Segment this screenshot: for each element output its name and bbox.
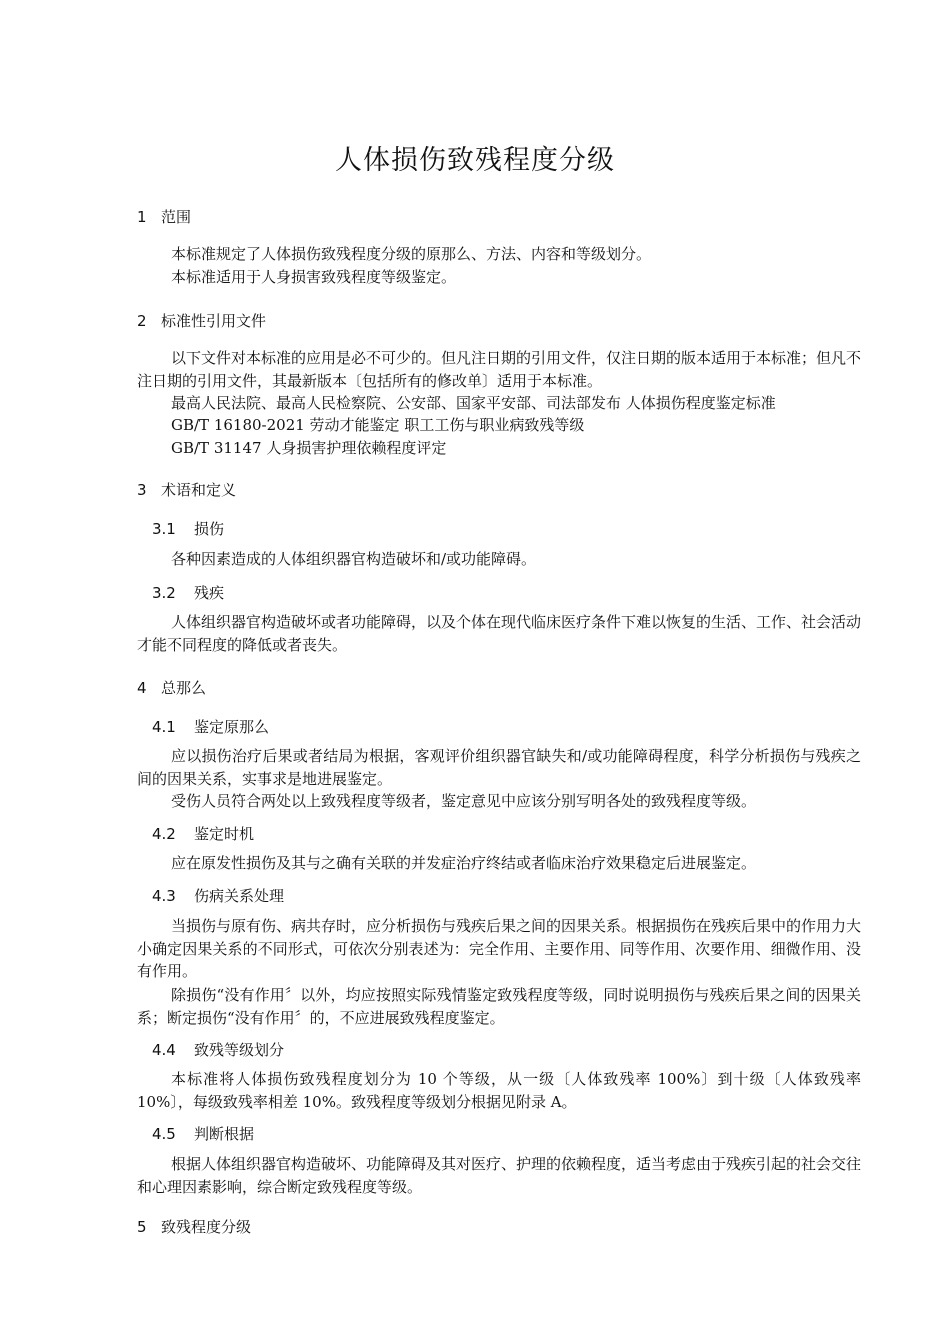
section-heading-2 — [137, 310, 266, 331]
subsection-heading-4-2 — [152, 823, 254, 844]
section-number: 2 — [137, 312, 147, 330]
paragraph: 各种因素造成的人体组织器官构造破坏和/或功能障碍。 — [171, 550, 537, 568]
subsection-number: 4.5 — [152, 1125, 176, 1143]
subsection-heading-4-5 — [152, 1123, 254, 1144]
section-title: 术语和定义 — [161, 481, 237, 499]
section-number: 4 — [137, 679, 147, 697]
section-heading-3 — [137, 479, 236, 500]
section-number: 3 — [137, 481, 147, 499]
subsection-number: 4.4 — [152, 1041, 176, 1059]
section-number: 1 — [137, 208, 147, 226]
subsection-number: 3.1 — [152, 520, 176, 538]
subsection-title: 鉴定时机 — [194, 825, 255, 843]
subsection-heading-4-3 — [152, 885, 284, 906]
subsection-number: 4.2 — [152, 825, 176, 843]
subsection-heading-4-1 — [152, 716, 269, 737]
document-title: 人体损伤致残程度分级 — [335, 145, 615, 176]
subsection-number: 4.3 — [152, 887, 176, 905]
paragraph: 根据人体组织器官构造破坏、功能障碍及其对医疗、护理的依赖程度，适当考虑由于残疾引起的社会交往和心理因素影响，综合断定致残程度等级。 — [137, 1155, 862, 1196]
subsection-number: 4.1 — [152, 718, 176, 736]
subsection-title: 伤病关系处理 — [194, 887, 285, 905]
subsection-title: 残疾 — [194, 584, 225, 602]
subsection-title: 判断根据 — [194, 1125, 255, 1143]
section-title: 范围 — [161, 208, 192, 226]
section-title: 致残程度分级 — [161, 1218, 252, 1236]
paragraph: 应以损伤治疗后果或者结局为根据，客观评价组织器官缺失和/或功能障碍程度，科学分析损伤与残疾之间的因果关系，实事求是地进展鉴定。 — [137, 747, 861, 788]
paragraph: 受伤人员符合两处以上致残程度等级者，鉴定意见中应该分别写明各处的致残程度等级。 — [171, 792, 757, 810]
paragraph: 本标准将人体损伤致残程度划分为 10 个等级，从一级〔人体致残率 100%〕到十级〔人体致残率 10%〕，每级致残率相差 10%。致残程度等级划分根据见附录 A。 — [137, 1070, 861, 1111]
subsection-title: 鉴定原那么 — [194, 718, 270, 736]
section-title: 标准性引用文件 — [161, 312, 267, 330]
section-heading-4 — [137, 677, 206, 698]
subsection-heading-3-2 — [152, 582, 224, 603]
paragraph: 应在原发性损伤及其与之确有关联的并发症治疗终结或者临床治疗效果稳定后进展鉴定。 — [171, 854, 757, 872]
reference-item: 最高人民法院、最高人民检察院、公安部、国家平安部、司法部发布 人体损伤程度鉴定标准 — [171, 394, 776, 412]
section-heading-5 — [137, 1216, 251, 1237]
paragraph: 本标准适用于人身损害致残程度等级鉴定。 — [171, 268, 457, 286]
reference-item: GB/T 31147 人身损害护理依赖程度评定 — [171, 439, 447, 457]
section-title: 总那么 — [161, 679, 207, 697]
section-number: 5 — [137, 1218, 147, 1236]
subsection-heading-4-4 — [152, 1039, 284, 1060]
paragraph: 除损伤“没有作用〞以外，均应按照实际残情鉴定致残程度等级，同时说明损伤与残疾后果之间的因果关系；断定损伤“没有作用〞的，不应进展致残程度鉴定。 — [137, 986, 861, 1027]
paragraph: 本标准规定了人体损伤致残程度分级的原那么、方法、内容和等级划分。 — [171, 245, 652, 263]
subsection-heading-3-1 — [152, 518, 224, 539]
section-heading-1 — [137, 206, 191, 227]
subsection-number: 3.2 — [152, 584, 176, 602]
paragraph: 当损伤与原有伤、病共存时，应分析损伤与残疾后果之间的因果关系。根据损伤在残疾后果中的作用力大小确定因果关系的不同形式，可依次分别表述为：完全作用、主要作用、同等作用、次要作用、细微作用、没有作用。 — [137, 917, 862, 980]
subsection-title: 致残等级划分 — [194, 1041, 285, 1059]
paragraph: 以下文件对本标准的应用是必不可少的。但凡注日期的引用文件，仅注日期的版本适用于本标准；但凡不注日期的引用文件，其最新版本〔包括所有的修改单〕适用于本标准。 — [137, 349, 862, 390]
paragraph: 人体组织器官构造破坏或者功能障碍，以及个体在现代临床医疗条件下难以恢复的生活、工作、社会活动才能不同程度的降低或者丧失。 — [137, 613, 862, 654]
reference-item: GB/T 16180-2021 劳动才能鉴定 职工工伤与职业病致残等级 — [171, 416, 585, 434]
subsection-title: 损伤 — [194, 520, 225, 538]
